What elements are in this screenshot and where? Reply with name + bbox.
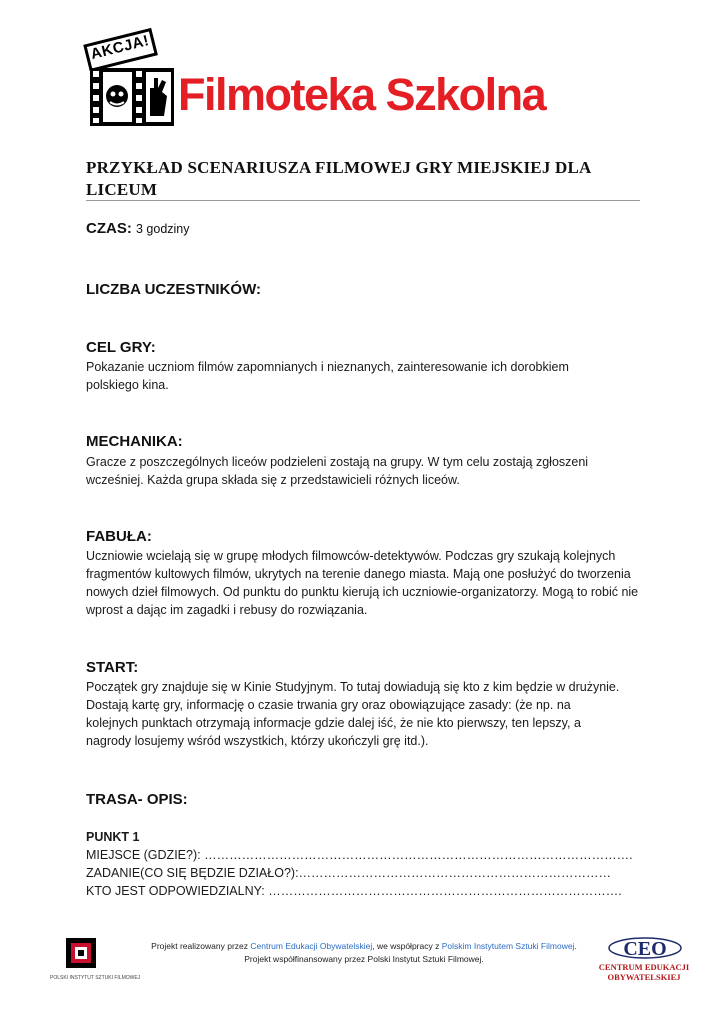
fabula-body: Uczniowie wcielają się w grupę młodych filmowców-detektywów. Podczas gry szukają kolejnych fragmentów kultowych filmów, ukrytych na terenie danego miasta. Mają one posłużyć do tworzenia nowych dzieł filmowych. Od punktu do punktu kierują ich uczniowie-organizatorzy. Mogą to robić nie wprost a dając im zagadki i rebusy do rozwiązania. — [86, 549, 639, 617]
czas-heading: CZAS: 3 godziny — [86, 220, 190, 237]
fabula-heading: FABUŁA: — [86, 528, 152, 545]
punkt-heading: PUNKT 1 — [86, 830, 140, 844]
start-heading: START: — [86, 659, 139, 676]
ceo-subtitle: CENTRUM EDUKACJI OBYWATELSKIEJ — [598, 962, 690, 982]
czas-value: 3 godziny — [136, 222, 190, 236]
start-body: Początek gry znajduje się w Kinie Studyjnym. To tutaj dowiadują się kto z kim będzie w drużynie. Dostają kartę gry, informację o czasie trwania gry oraz obowiązujące zasady: (że np. na kolejnych punktach otrzymają informacje gdzie dalej iść, że nie kto pierwszy, ten lepszy, a nagrody losujemy wśród wszystkich, którzy ukończyli grę itd.). — [86, 680, 620, 748]
footer-line-2: Projekt współfinansowany przez Polski Instytut Sztuki Filmowej. — [244, 954, 484, 964]
liczba-heading: LICZBA UCZESTNIKÓW: — [86, 281, 261, 298]
ceo-link[interactable]: Centrum Edukacji Obywatelskiej — [250, 941, 373, 951]
trasa-heading: TRASA- OPIS: — [86, 791, 188, 808]
mechanika-heading: MECHANIKA: — [86, 433, 183, 450]
document-title: PRZYKŁAD SCENARIUSZA FILMOWEJ GRY MIEJSKIEJ DLA LICEUM — [86, 158, 591, 199]
footer-line-1: Projekt realizowany przez Centrum Edukacji Obywatelskiej, we współpracy z Polskim Instytutem Sztuki Filmowej. — [151, 941, 577, 951]
cel-body: Pokazanie uczniom filmów zapomnianych i nieznanych, zainteresowanie ich dorobkiem polskiego kina. — [86, 360, 569, 392]
pisf-link[interactable]: Polskim Instytutem Sztuki Filmowej — [441, 941, 575, 951]
pisf-logo-icon — [66, 938, 96, 968]
mechanika-body: Gracze z poszczególnych liceów podzieleni zostają na grupy. W tym celu zostają zgłoszeni wcześniej. Każda grupa składa się z przedstawicieli różnych liceów. — [86, 455, 589, 487]
odpowiedzialny-line: KTO JEST ODPOWIEDZIALNY: …………………………………………………………………………. — [86, 884, 622, 898]
zadanie-line: ZADANIE(CO SIĘ BĘDZIE DZIAŁO?):………………………………………………………………… — [86, 866, 612, 880]
title-divider — [86, 200, 640, 201]
miejsce-line: MIEJSCE (GDZIE?): …………………………………………………………………………………………. — [86, 848, 633, 862]
pisf-caption: POLSKI INSTYTUT SZTUKI FILMOWEJ — [50, 975, 141, 981]
cel-heading: CEL GRY: — [86, 339, 156, 356]
ceo-label: CEO — [623, 938, 667, 960]
akcja-badge: AKCJA! — [83, 28, 158, 72]
brand-name: Filmoteka Szkolna — [178, 69, 546, 120]
footer-text — [120, 940, 608, 966]
film-logo-icon — [88, 66, 176, 128]
